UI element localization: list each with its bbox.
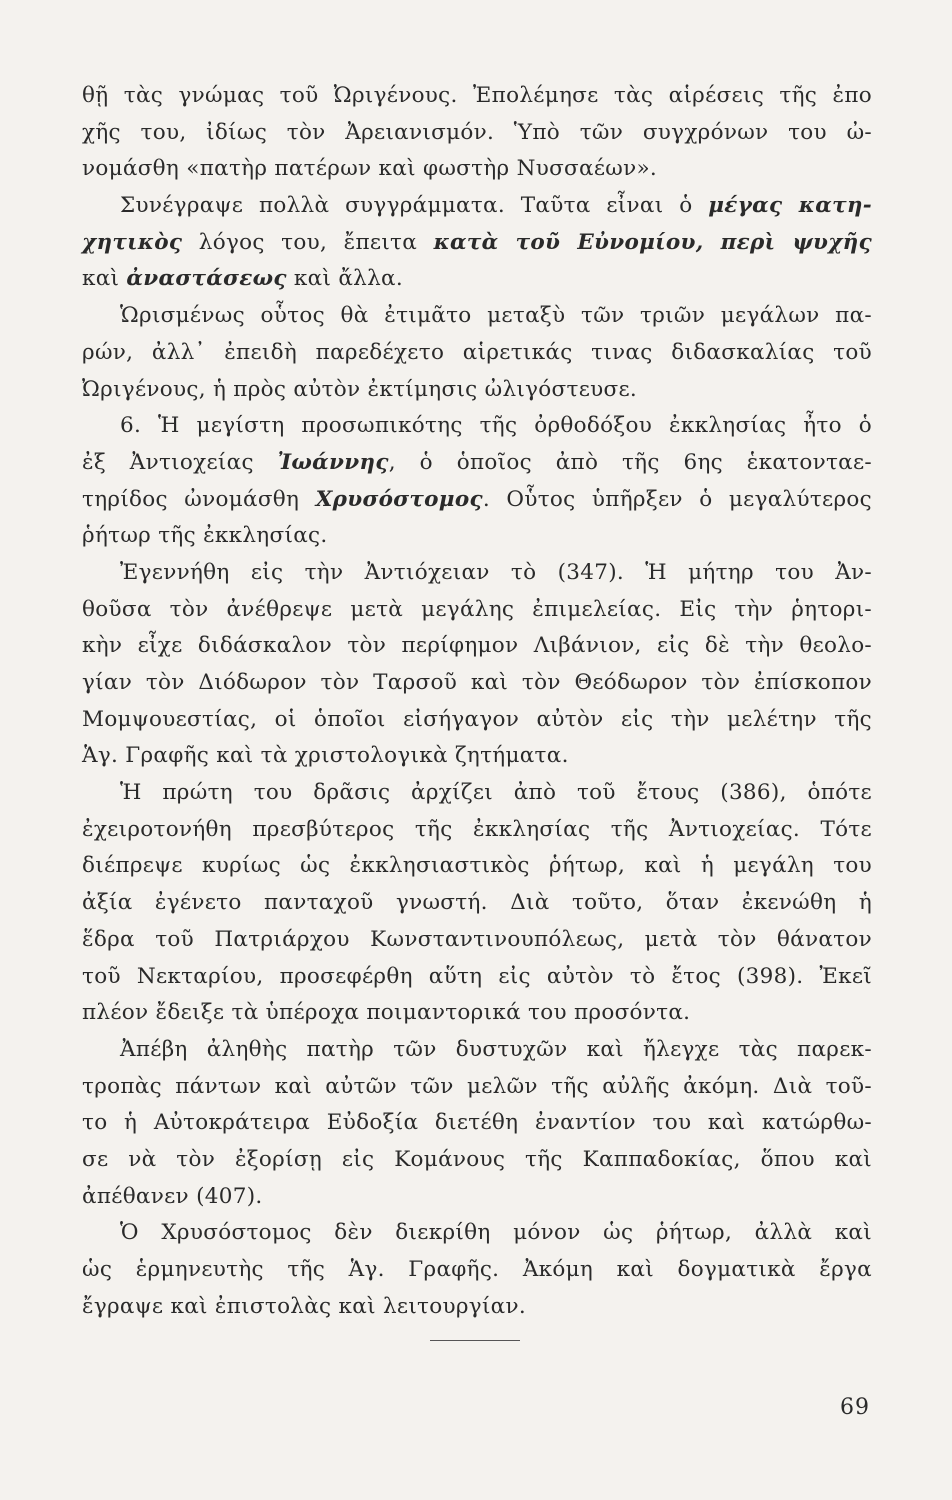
- text-line: [82, 1289, 872, 1326]
- text-segment: τηρίδος ὠνομάσθη: [82, 486, 316, 512]
- text-segment: ρών, ἀλλ᾽ ἐπειδὴ παρεδέχετο αἱρετικάς τινας διδασκαλίας τοῦ: [82, 339, 872, 365]
- text-segment: Ἐγεννήθη εἰς τὴν Ἀντιόχειαν τὸ (347). Ἡ μήτηρ του Ἀν-: [120, 559, 872, 585]
- text-segment: Ὁ Χρυσόστομος δὲν διεκρίθη μόνον ὡς ῥήτωρ, ἀλλὰ καὶ: [120, 1220, 872, 1246]
- text-segment: ἀξία ἐγένετο πανταχοῦ γνωστή. Διὰ τοῦτο, ὅταν ἐκενώθη ἡ: [82, 890, 872, 916]
- text-segment: ἐχειροτονήθη πρεσβύτερος τῆς ἐκκλησίας τῆς Ἀντιοχείας. Τότε: [82, 816, 872, 842]
- text-segment: πλέον ἔδειξε τὰ ὑπέροχα ποιμαντορικά του προσόντα.: [82, 1000, 691, 1026]
- text-segment: λόγος του, ἔπειτα: [182, 229, 434, 255]
- text-line: [82, 372, 872, 409]
- emphasis-text: ἀναστάσεως: [126, 266, 287, 292]
- text-line: [82, 298, 872, 335]
- text-segment: γίαν τὸν Διόδωρον τὸν Ταρσοῦ καὶ τὸν Θεόδωρον τὸν ἐπίσκοπον: [82, 670, 872, 695]
- text-segment: καὶ ἄλλα.: [286, 266, 403, 292]
- text-line: [82, 408, 872, 445]
- text-line: [82, 1142, 872, 1179]
- text-segment: νομάσθη «πατὴρ πατέρων καὶ φωστὴρ Νυσσαέων».: [82, 156, 658, 182]
- text-segment: Ἁγ. Γραφῆς καὶ τὰ χριστολογικὰ ζητήματα.: [82, 743, 569, 769]
- text-line: [82, 885, 872, 922]
- text-line: [82, 115, 872, 152]
- text-segment: διέπρεψε κυρίως ὡς ἐκκλησιαστικὸς ῥήτωρ, καὶ ἡ μεγάλη του: [82, 853, 872, 879]
- text-segment: κὴν εἶχε διδάσκαλον τὸν περίφημον Λιβάνιον, εἰς δὲ τὴν θεολο-: [82, 633, 872, 659]
- text-line: [82, 812, 872, 849]
- end-rule: [430, 1340, 520, 1341]
- text-line: [82, 995, 872, 1032]
- text-line: [82, 702, 872, 739]
- emphasis-text: κατὰ τοῦ Εὐνομίου, περὶ ψυχῆς: [433, 229, 872, 255]
- emphasis-text: χητικὸς: [82, 229, 183, 255]
- text-segment: σε νὰ τὸν ἐξορίσῃ εἰς Κομάνους τῆς Καππαδοκίας, ὅπου καὶ: [82, 1146, 872, 1172]
- text-segment: Συνέγραψε πολλὰ συγγράμματα. Ταῦτα εἶναι ὁ: [120, 193, 709, 219]
- text-line: [82, 848, 872, 885]
- text-segment: το ἡ Αὐτοκράτειρα Εὐδοξία διετέθη ἐναντίον του καὶ κατώρθω-: [82, 1110, 872, 1136]
- text-segment: ἕδρα τοῦ Πατριάρχου Κωνσταντινουπόλεως, μετὰ τὸν θάνατον: [82, 926, 872, 952]
- text-line: [82, 665, 872, 702]
- text-line: [82, 225, 872, 262]
- text-line: [82, 1032, 872, 1069]
- text-line: [82, 628, 872, 665]
- text-segment: , ὁ ὁποῖος ἀπὸ τῆς 6ης ἑκατονταε-: [388, 449, 872, 475]
- text-line: [82, 518, 872, 555]
- text-line: [82, 1069, 872, 1106]
- text-segment: καὶ: [82, 266, 127, 292]
- text-line: [82, 261, 872, 298]
- text-segment: ὡς ἑρμηνευτὴς τῆς Ἁγ. Γραφῆς. Ἀκόμη καὶ δογματικὰ ἔργα: [82, 1257, 872, 1282]
- text-line: [82, 1179, 872, 1216]
- text-segment: . Οὗτος ὑπῆρξεν ὁ μεγαλύτερος: [482, 486, 872, 512]
- text-line: [82, 592, 872, 629]
- text-line: [82, 1252, 872, 1289]
- text-segment: Μομψουεστίας, οἱ ὁποῖοι εἰσήγαγον αὐτὸν εἰς τὴν μελέτην τῆς: [82, 706, 872, 732]
- text-line: [82, 1105, 872, 1142]
- text-segment: τοῦ Νεκταρίου, προσεφέρθη αὕτη εἰς αὐτὸν τὸ ἔτος (398). Ἐκεῖ: [82, 963, 872, 989]
- text-line: [82, 555, 872, 592]
- text-segment: χῆς του, ἰδίως τὸν Ἀρειανισμόν. Ὑπὸ τῶν συγχρόνων του ὠ-: [82, 119, 872, 145]
- body-text: [82, 78, 872, 1325]
- text-segment: Ὡρισμένως οὗτος θὰ ἐτιμᾶτο μεταξὺ τῶν τριῶν μεγάλων πα-: [120, 303, 872, 329]
- text-segment: Ἡ πρώτη του δρᾶσις ἀρχίζει ἀπὸ τοῦ ἔτους (386), ὁπότε: [120, 780, 872, 806]
- text-line: [82, 188, 872, 225]
- emphasis-text: Χρυσόστομος: [315, 486, 483, 512]
- text-line: [82, 775, 872, 812]
- text-line: [82, 78, 872, 115]
- text-line: [82, 151, 872, 188]
- text-segment: θοῦσα τὸν ἀνέθρεψε μετὰ μεγάλης ἐπιμελείας. Εἰς τὴν ῥητορι-: [82, 596, 872, 622]
- text-segment: Ἀπέβη ἀληθὴς πατὴρ τῶν δυστυχῶν καὶ ἤλεγχε τὰς παρεκ-: [120, 1036, 872, 1062]
- page-number: 69: [840, 1395, 870, 1420]
- text-segment: 6. Ἡ μεγίστη προσωπικότης τῆς ὀρθοδόξου ἐκκλησίας ἦτο ὁ: [120, 413, 872, 439]
- text-segment: τροπὰς πάντων καὶ αὐτῶν τῶν μελῶν τῆς αὐλῆς ἀκόμη. Διὰ τοῦ-: [82, 1073, 872, 1099]
- text-line: [82, 482, 872, 519]
- text-segment: Ὠριγένους, ἡ πρὸς αὐτὸν ἐκτίμησις ὠλιγόστευσε.: [82, 376, 638, 402]
- text-segment: θῇ τὰς γνώμας τοῦ Ὠριγένους. Ἐπολέμησε τὰς αἱρέσεις τῆς ἐπο: [82, 83, 872, 108]
- text-segment: ἀπέθανεν (407).: [82, 1183, 263, 1209]
- emphasis-text: Ἰωάννης: [277, 449, 389, 475]
- text-segment: ἐξ Ἀντιοχείας: [82, 449, 278, 475]
- text-line: [82, 738, 872, 775]
- text-line: [82, 335, 872, 372]
- text-segment: ῥήτωρ τῆς ἐκκλησίας.: [82, 523, 328, 549]
- text-line: [82, 445, 872, 482]
- text-segment: ἔγραψε καὶ ἐπιστολὰς καὶ λειτουργίαν.: [82, 1293, 526, 1319]
- text-line: [82, 922, 872, 959]
- text-line: [82, 1215, 872, 1252]
- emphasis-text: μέγας κατη-: [708, 193, 872, 219]
- text-line: [82, 959, 872, 996]
